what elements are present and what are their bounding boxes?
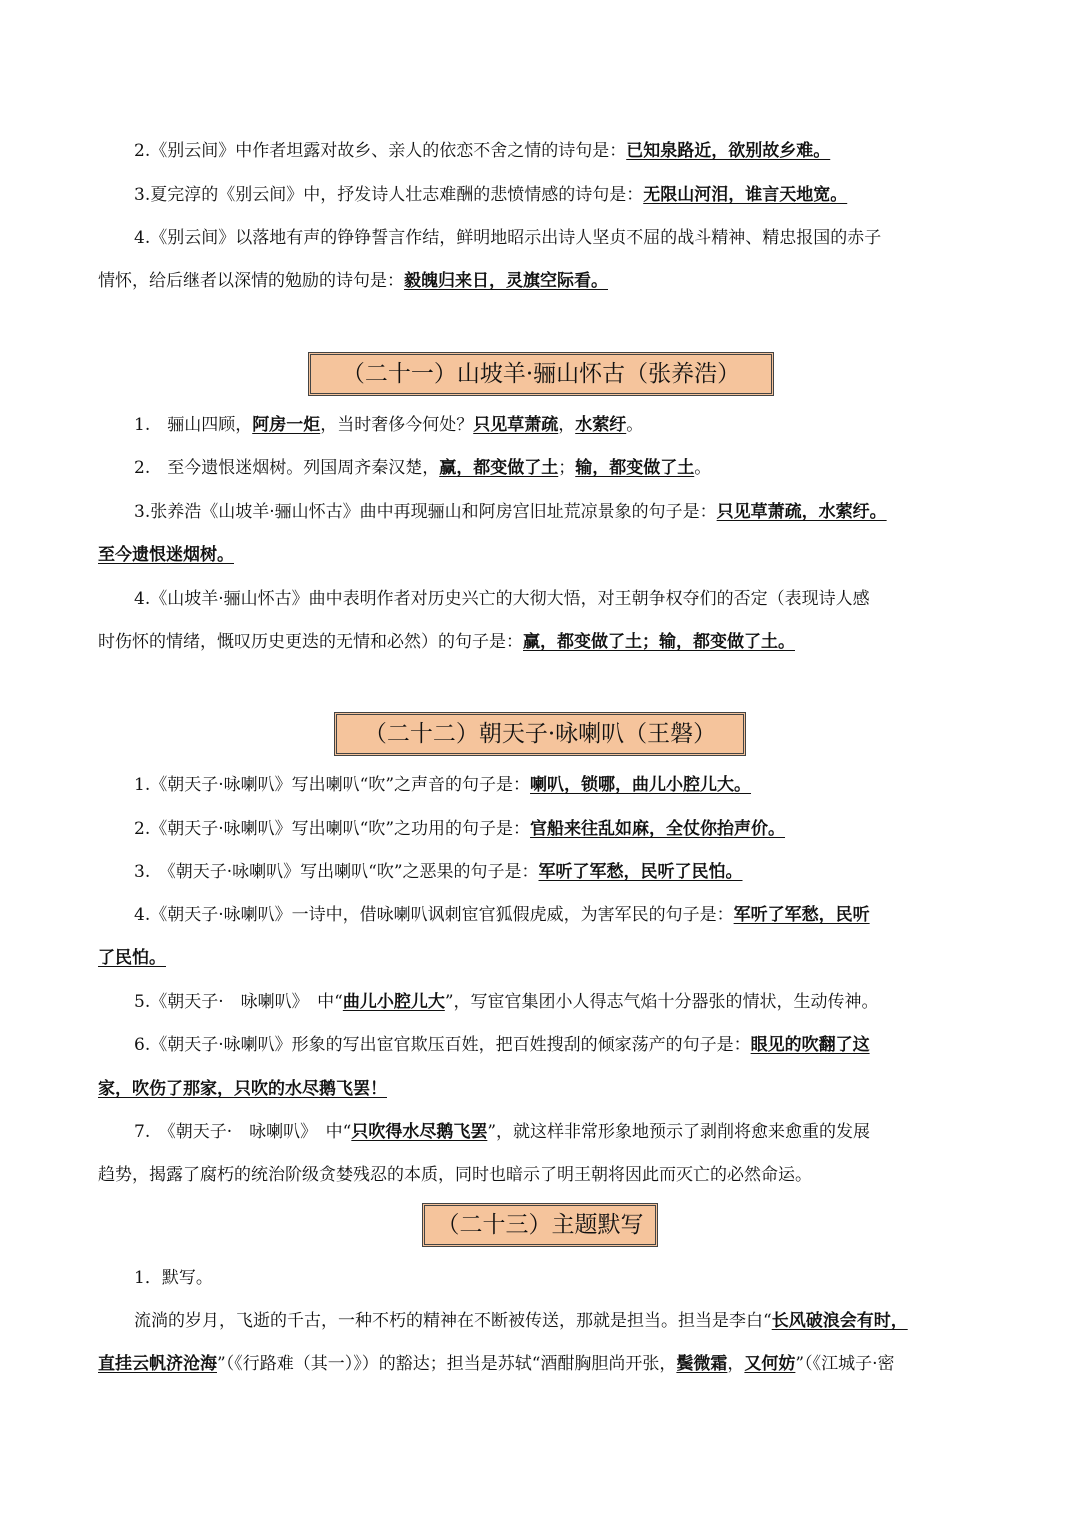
s22-item-6: 6.《朝天子·咏喇叭》形象的写出宦官欺压百姓，把百姓搜刮的倾家荡产的句子是：眼见的吹翻了这 — [134, 1035, 870, 1055]
s22-item-5: 5.《朝天子· 咏喇叭》 中“曲儿小腔儿大”，写宦官集团小人得志气焰十分器张的情状，生动传神。 — [134, 992, 879, 1012]
s22-item-3: 3. 《朝天子·咏喇叭》写出喇叭“吹”之恶果的句子是：军听了军愁，民听了民怕。 — [134, 862, 743, 882]
s21-item-4: 4.《山坡羊·骊山怀古》曲中表明作者对历史兴亡的大彻大悟，对王朝争权夺们的否定（表现诗人感 — [134, 589, 870, 609]
s23-paragraph-line-1: 流淌的岁月，飞逝的千古，一种不朽的精神在不断被传送，那就是担当。担当是李白“长风破浪会有时， — [134, 1311, 908, 1331]
s22-item-7: 7. 《朝天子· 咏喇叭》 中“只吹得水尽鹅飞罢”，就这样非常形象地预示了剥削将愈来愈重的发展 — [134, 1122, 871, 1142]
s20-item-4: 4.《别云间》以落地有声的铮铮誓言作结，鲜明地昭示出诗人坚贞不屈的战斗精神、精忠报国的赤子 — [134, 228, 882, 248]
s20-item-4-cont: 情怀，给后继者以深情的勉励的诗句是：毅魄归来日，灵旗空际看。 — [98, 271, 608, 291]
answer: 无限山河泪，谁言天地宽。 — [643, 185, 848, 205]
s22-item-1: 1.《朝天子·咏喇叭》写出喇叭“吹”之声音的句子是：喇叭，锁哪，曲儿小腔儿大。 — [134, 775, 752, 795]
s22-item-7-cont: 趋势，揭露了腐朽的统治阶级贪婪残忍的本质，同时也暗示了明王朝将因此而灭亡的必然命运。 — [98, 1165, 812, 1185]
s22-item-4: 4.《朝天子·咏喇叭》一诗中，借咏喇叭讽刺宦官狐假虎威，为害军民的句子是：军听了军愁，民听 — [134, 905, 870, 925]
answer: 毅魄归来日，灵旗空际看。 — [404, 271, 608, 291]
answer: 已知泉路近，欲别故乡难。 — [626, 141, 831, 161]
s22-item-6-cont: 家，吹伤了那家，只吹的水尽鹅飞罢！ — [98, 1079, 387, 1099]
section-23-title: （二十三）主题默写 — [422, 1203, 658, 1247]
section-21-title: （二十一）山坡羊·骊山怀古（张养浩） — [308, 352, 774, 396]
s23-item-1: 1．默写。 — [134, 1268, 213, 1288]
s22-item-2: 2.《朝天子·咏喇叭》写出喇叭“吹”之功用的句子是：官船来往乱如麻，全仗你抬声价。 — [134, 819, 786, 839]
s20-item-2: 2.《别云间》中作者坦露对故乡、亲人的依恋不舍之情的诗句是：已知泉路近，欲别故乡难。 — [134, 141, 831, 161]
s21-item-1: 1. 骊山四顾，阿房一炬，当时奢侈今何处？只见草萧疏，水萦纡。 — [134, 415, 644, 435]
s20-item-3: 3.夏完淳的《别云间》中，抒发诗人壮志难酬的悲愤情感的诗句是：无限山河泪，谁言天地宽。 — [134, 185, 848, 205]
s21-item-4-cont: 时伤怀的情绪，慨叹历史更迭的无情和必然）的句子是：赢，都变做了土；输，都变做了土。 — [98, 632, 795, 652]
s21-item-2: 2. 至今遗恨迷烟树。列国周齐秦汉楚，赢，都变做了土；输，都变做了土。 — [134, 458, 712, 478]
s23-paragraph-line-2: 直挂云帆济沧海”（《行路难（其一）》）的豁达；担当是苏轼“酒酣胸胆尚开张，鬓微霜，又何妨”（《江城子·密 — [98, 1354, 895, 1374]
s21-item-3: 3.张养浩《山坡羊·骊山怀古》曲中再现骊山和阿房宫旧址荒凉景象的句子是：只见草萧疏，水萦纡。 — [134, 502, 887, 522]
s22-item-4-cont: 了民怕。 — [98, 948, 166, 968]
section-22-title: （二十二）朝天子·咏喇叭（王磐） — [334, 712, 746, 756]
s21-item-3-cont: 至今遗恨迷烟树。 — [98, 545, 234, 565]
